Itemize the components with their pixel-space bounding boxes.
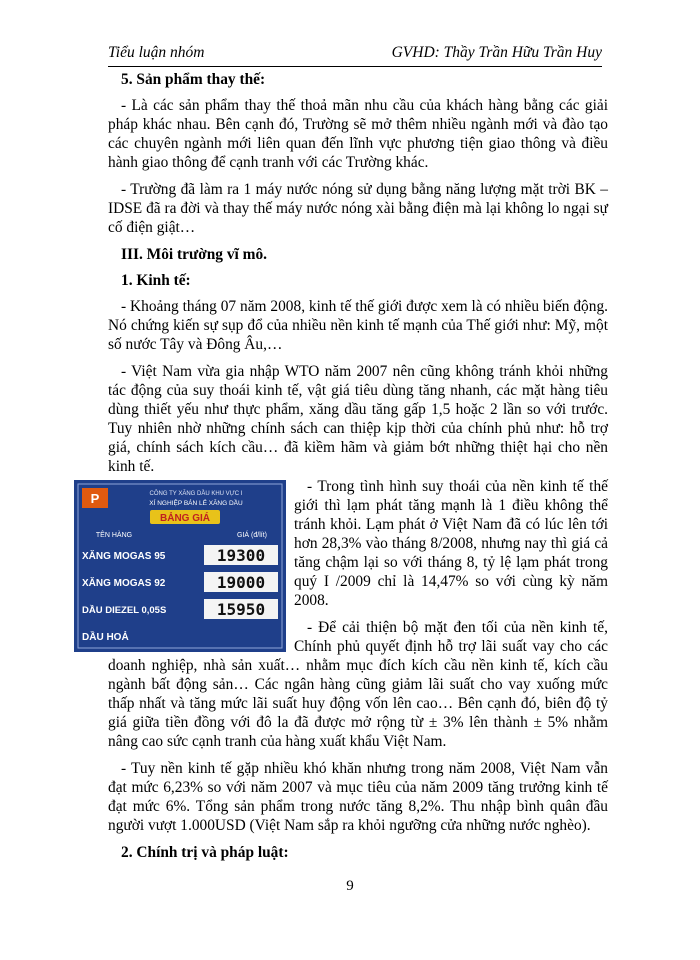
fuel-price-board <box>74 480 286 652</box>
section-title-2: 2. Chính trị và pháp luật: <box>121 844 289 861</box>
page-header <box>108 44 602 67</box>
paragraph: - Là các sản phẩm thay thế thoả mãn nhu cầu của khách hàng bằng các giải pháp khác nhau. Bên cạnh đó, Trường sẽ mở thêm nhiều ngành mới và đào tạo các chuyên ngành mới liên quan đến lĩnh vực phương tiện giao thông và điều hành giao thông để cạnh tranh với các Trường khác. <box>108 97 608 171</box>
fuel-price-board-image <box>74 480 286 652</box>
paragraph: - Trường đã làm ra 1 máy nước nóng sử dụng bằng năng lượng mặt trời BK – IDSE đã ra đời và thay thế máy nước nóng xài bằng điện mà lại không lo ngại sự cố điện giật… <box>108 181 608 236</box>
board-row-price: 15950 <box>216 600 266 619</box>
header-left: Tiểu luận nhóm <box>108 44 205 61</box>
board-enterprise: XÍ NGHIỆP BÁN LẺ XĂNG DẦU <box>149 500 243 507</box>
paragraph: - Việt Nam vừa gia nhập WTO năm 2007 nên cũng không tránh khỏi những tác động của suy thoái kinh tế, vật giá tiêu dùng tăng nhanh, các mặt hàng tiêu dùng thiết yếu như thực phẩm, xăng dầu tăng gấp 1,5 hoặc 2 lần so với trước. Tuy nhiên nhờ những chính sách can thiệp kịp thời của chính phủ như: hỗ trợ giá, chính sách kích cầu… đã kiềm hãm và giảm bớt những thiệt hại cho nền kinh tế. <box>108 363 608 475</box>
section-title-iii: III. Môi trường vĩ mô. <box>121 246 268 263</box>
board-row-price: 19300 <box>216 546 266 565</box>
section-title-5: 5. Sản phẩm thay thế: <box>121 71 266 88</box>
board-row-name: XĂNG MOGAS 92 <box>82 578 166 589</box>
board-row-price: 19000 <box>216 573 266 592</box>
svg-text:P: P <box>90 491 100 506</box>
paragraph: - Tuy nền kinh tế gặp nhiều khó khăn nhưng trong năm 2008, Việt Nam vẫn đạt mức 6,23% so với năm 2007 và mục tiêu của năm 2009 tăng trưởng kinh tế đạt mức 6%. Tổng sản phẩm trong nước tăng 8,2%. Thu nhập bình quân đầu người vượt 1.000USD (Việt Nam sắp ra khỏi ngưỡng cửa những nước nghèo). <box>108 760 608 834</box>
board-row-name: DẦU DIEZEL 0,05S <box>82 605 167 616</box>
paragraph: - Khoảng tháng 07 năm 2008, kinh tế thế giới được xem là có nhiều biến động. Nó chứng kiến sự sụp đổ của nhiều nền kinh tế mạnh của Thế giới như: Mỹ, một số nước Tây và Đông Âu,… <box>108 298 608 353</box>
body-content <box>82 70 608 869</box>
board-row-name: DẦU HOẢ <box>82 632 129 643</box>
board-title: BẢNG GIÁ <box>160 513 210 524</box>
board-col-name: TÊN HÀNG <box>95 532 133 539</box>
paragraph: - Để cải thiện bộ mặt đen tối của nền kinh tế, Chính phủ quyết định hỗ trợ lãi suất vay cho các doanh nghiệp, nhà sản xuất… nhằm mục đích kích cầu nền kinh tế, kích cầu ngành bất động sản… Các ngân hàng cũng giảm lãi suất cho vay xuống mức thấp nhất và tăng mức lãi suất huy động vốn lên cao… Bên cạnh đó, biên độ tỷ giá giữa tiền đồng với đô la đã được mở rộng từ ± 3% lên thành ± 5% nhằm nâng cao sức cạnh tranh của hàng xuất khẩu Việt Nam. <box>108 619 608 750</box>
board-company: CÔNG TY XĂNG DẦU KHU VỰC I <box>149 491 243 497</box>
header-right: GVHD: Thầy Trần Hữu Trần Huy <box>391 44 602 61</box>
page-number: 9 <box>346 878 354 894</box>
board-col-price: GIÁ (đ/lít) <box>237 532 267 539</box>
paragraph: - Trong tình hình suy thoái của nền kinh tế thế giới thì lạm phát tăng mạnh là 1 điều không thể tránh khỏi. Lạm phát ở Việt Nam đã có lúc lên tới hơn 28,3% vào tháng 8/2008, nhưng nay thì giá cả tăng chậm lại so với tháng 8, tỷ lệ lạm phát trong quý I /2009 chỉ là 14,47% so với cùng kỳ năm 2008. <box>294 478 608 609</box>
section-title-1: 1. Kinh tế: <box>121 272 191 289</box>
board-row-name: XĂNG MOGAS 95 <box>82 551 166 562</box>
